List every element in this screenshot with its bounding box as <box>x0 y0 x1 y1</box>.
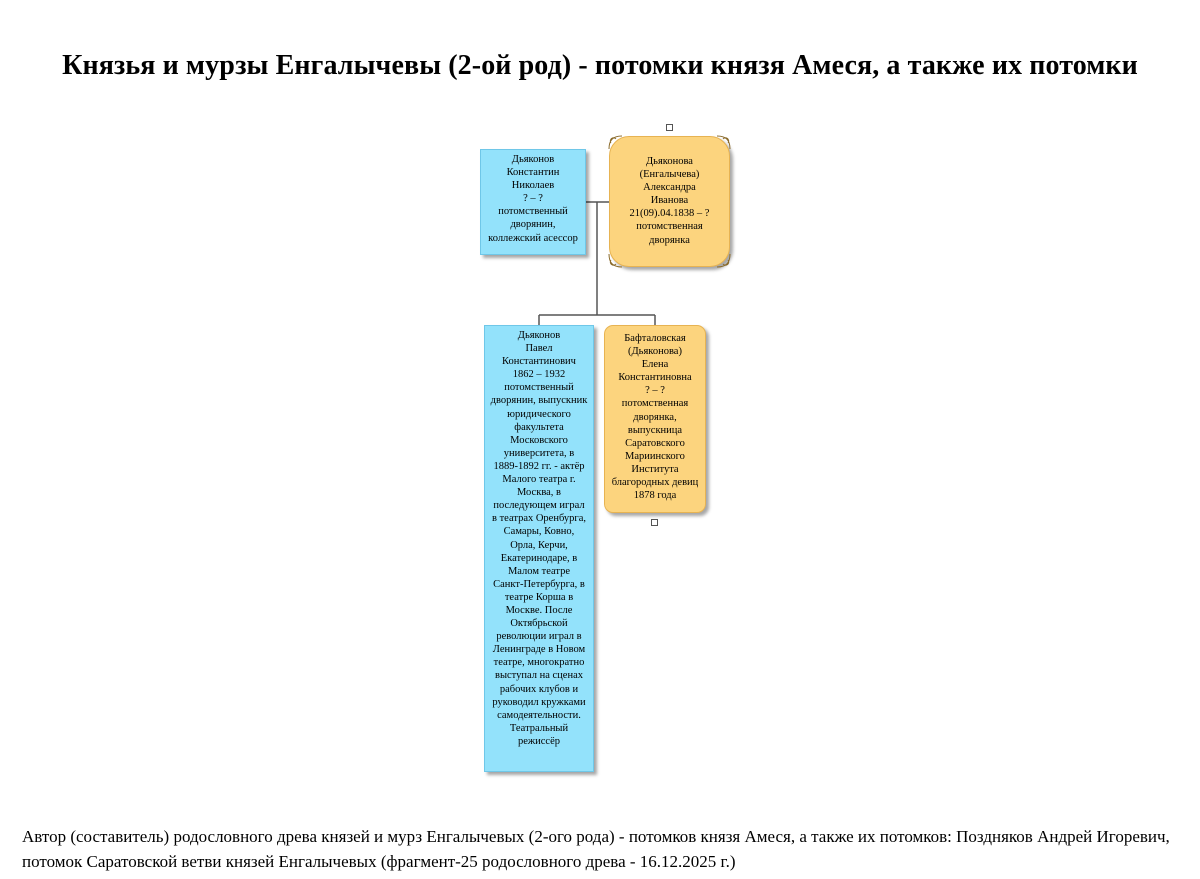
author-footer: Автор (составитель) родословного древа князей и мурз Енгалычевых (2-ого рода) - потомков князя Амеся, а также их потомков: Поздняков Андрей Игоревич, потомок Саратовской ветви князей Енгалычевых (фрагмент-25 родословного древа - 16.12.2025 г.) <box>22 827 1170 871</box>
resize-handle[interactable] <box>666 124 673 131</box>
person-elena-baftalovskaya[interactable]: Бафталовская (Дьяконова) Елена Константиновна ? – ? потомственная дворянка, выпускница Саратовского Мариинского Института благородных девиц 1878 года <box>604 325 706 513</box>
scroll-corner-icon <box>715 134 732 151</box>
scroll-corner-icon <box>715 252 732 269</box>
person-aleksandra-dyakonova[interactable]: Дьяконова (Енгалычева) Александра Иванова 21(09).04.1838 – ? потомственная дворянка <box>609 136 730 267</box>
scroll-corner-icon <box>607 134 624 151</box>
person-pavel-dyakonov[interactable]: Дьяконов Павел Константинович 1862 – 1932 потомственный дворянин, выпускник юридического факультета Московского университета, в 1889-1892 гг. - актёр Малого театра г. Москва, в последующем играл в театрах Оренбурга, Самары, Ковно, Орла, Керчи, Екатеринодаре, в Малом театре Санкт-Петербурга, в театре Корша в Москве. После Октябрьской революции играл в Ленинграде в Новом театре, многократно выступал на сценах рабочих клубов и руководил кружками самодеятельности. Театральный режиссёр <box>484 325 594 772</box>
resize-handle[interactable] <box>651 519 658 526</box>
page-title: Князья и мурзы Енгалычевы (2-ой род) - потомки князя Амеся, а также их потомки <box>62 50 1138 81</box>
scroll-corner-icon <box>607 252 624 269</box>
person-konstantin-dyakonov[interactable]: Дьяконов Константин Николаев ? – ? потомственный дворянин, коллежский асессор <box>480 149 586 255</box>
